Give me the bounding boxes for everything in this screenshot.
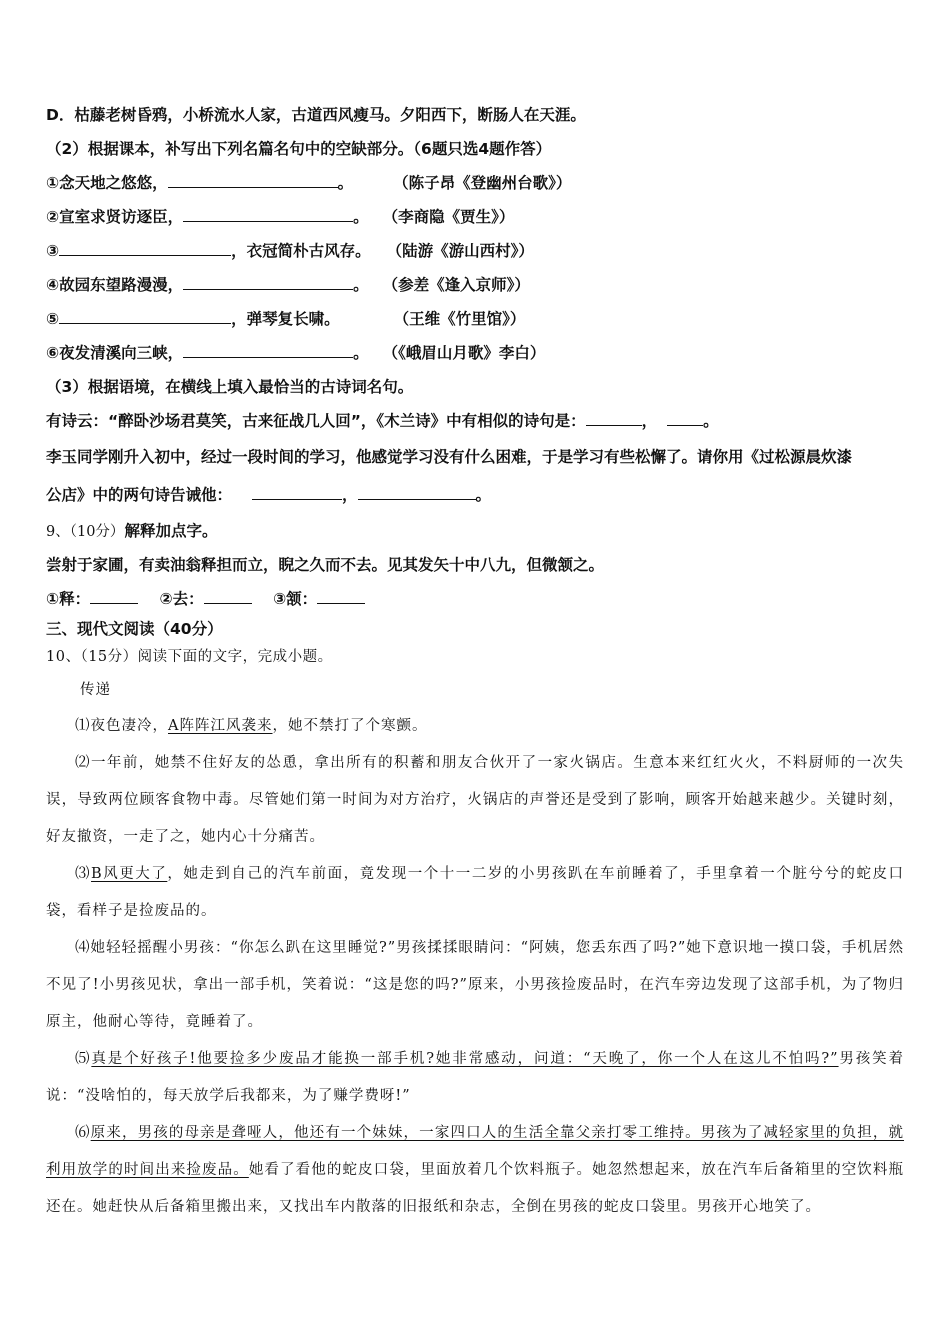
q9-header: 9、（10分）解释加点字。 — [46, 522, 218, 540]
source-attribution: （王维《竹里馆》） — [393, 310, 526, 328]
poem-item-6: ⑥夜发清溪向三峡， 。 （《峨眉山月歌》李白） — [46, 336, 904, 370]
story-title: 传递 — [80, 682, 111, 698]
answer-blank[interactable] — [59, 306, 231, 324]
answer-blank[interactable] — [667, 408, 703, 426]
paragraph-4: ⑷她轻轻摇醒小男孩：“你怎么趴在这里睡觉?”男孩揉揉眼睛问：“阿姨，您丢东西了吗?”她下意识地一摸口袋，手机居然不见了!小男孩见状，拿出一部手机，笑着说：“这是您的吗?”原来，小男孩捡废品时，在汽车旁边发现了这部手机，为了物归原主，他耐心等待，竟睡着了。 — [46, 940, 904, 1030]
option-d: D．枯藤老树昏鸦，小桥流水人家，古道西风瘦马。夕阳西下，断肠人在天涯。 — [46, 106, 586, 124]
answer-blank[interactable] — [204, 586, 252, 604]
answer-blank[interactable] — [252, 482, 342, 500]
q9-answers: ①释： ②去： ③颔： — [46, 582, 904, 616]
q3-header: （3）根据语境，在横线上填入最恰当的古诗词名句。 — [46, 378, 414, 396]
underlined-phrase-b: B风更大了 — [91, 866, 168, 882]
poem-item-4: ④故园东望路漫漫， 。 （参差《逢入京师》） — [46, 268, 904, 302]
paragraph-2: ⑵一年前，她禁不住好友的怂恿，拿出所有的积蓄和朋友合伙开了一家火锅店。生意本来红红火火，不料厨师的一次失误，导致两位顾客食物中毒。尽管她们第一时间为对方治疗，火锅店的声誉还是受到了影响，顾客开始越来越少。关键时刻，好友撤资，一走了之，她内心十分痛苦。 — [46, 755, 904, 845]
answer-blank[interactable] — [183, 272, 353, 290]
answer-blank[interactable] — [183, 204, 353, 222]
answer-blank[interactable] — [168, 170, 338, 188]
answer-blank[interactable] — [183, 340, 353, 358]
answer-blank[interactable] — [358, 482, 476, 500]
underlined-sentence: 真是个好孩子!他要捡多少废品才能换一部手机?她非常感动，问道：“天晚了，你一个人在这儿不怕吗?” — [91, 1051, 839, 1067]
answer-blank[interactable] — [59, 238, 231, 256]
section-3-heading: 三、现代文阅读（40分） — [46, 620, 223, 638]
paragraph-6: ⑹原来，男孩的母亲是聋哑人，他还有一个妹妹，一家四口人的生活全靠父亲打零工维持。男孩为了减轻家里的负担，就利用放学的时间出来捡废品。她看了看他的蛇皮口袋，里面放着几个饮料瓶子。她忽然想起来，放在汽车后备箱里的空饮料瓶还在。她赶快从后备箱里搬出来，又找出车内散落的旧报纸和杂志，全倒在男孩的蛇皮口袋里。男孩开心地笑了。 — [46, 1125, 905, 1215]
answer-blank[interactable] — [90, 586, 138, 604]
poem-item-1: ①念天地之悠悠， 。 （陈子昂《登幽州台歌》） — [46, 166, 904, 200]
source-attribution: （陈子昂《登幽州台歌》） — [393, 174, 572, 192]
source-attribution: （李商隐《贾生》） — [382, 208, 515, 226]
underlined-sentence: 原来，男孩的母亲是聋哑人，他还有一个妹妹，一家四口人的生活全靠父亲打零工维持。男孩为了减轻家里的负担，就利用放学的时间出来捡废品。 — [46, 1125, 905, 1178]
answer-blank[interactable] — [586, 408, 642, 426]
q10-header: 10、（15分）阅读下面的文字，完成小题。 — [46, 649, 333, 665]
poem-item-3: ③ ，衣冠简朴古风存。 （陆游《游山西村》） — [46, 234, 904, 268]
q2-header: （2）根据课本，补写出下列名篇名句中的空缺部分。（6题只选4题作答） — [46, 140, 552, 158]
answer-blank[interactable] — [317, 586, 365, 604]
poem-item-5: ⑤ ，弹琴复长啸。 （王维《竹里馆》） — [46, 302, 904, 336]
paragraph-1: ⑴夜色凄冷，A阵阵江风袭来，她不禁打了个寒颤。 — [75, 718, 428, 734]
q3-line-3: 公店》中的两句诗告诫他： ， 。 — [46, 476, 904, 514]
q9-text: 尝射于家圃，有卖油翁释担而立，睨之久而不去。见其发矢十中八九，但微颔之。 — [46, 556, 605, 574]
source-attribution: （陆游《游山西村》） — [386, 242, 534, 260]
paragraph-5: ⑸真是个好孩子!他要捡多少废品才能换一部手机?她非常感动，问道：“天晚了，你一个人在这儿不怕吗?”男孩笑着说：“没啥怕的，每天放学后我都来，为了赚学费呀!” — [46, 1051, 904, 1104]
underlined-phrase-a: A阵阵江风袭来 — [168, 718, 273, 734]
q3-line-1: 有诗云：“醉卧沙场君莫笑，古来征战几人回”，《木兰诗》中有相似的诗句是： ， 。 — [46, 404, 904, 438]
source-attribution: （《峨眉山月歌》李白） — [382, 344, 546, 362]
paragraph-3: ⑶B风更大了，她走到自己的汽车前面，竟发现一个十一二岁的小男孩趴在车前睡着了，手里拿着一个脏兮兮的蛇皮口袋，看样子是捡废品的。 — [46, 866, 905, 919]
poem-item-2: ②宣室求贤访逐臣， 。 （李商隐《贾生》） — [46, 200, 904, 234]
q3-line-2: 李玉同学刚升入初中，经过一段时间的学习，他感觉学习没有什么困难，于是学习有些松懈了。请你用《过松源晨炊漆 — [46, 448, 853, 466]
source-attribution: （参差《逢入京师》） — [382, 276, 530, 294]
